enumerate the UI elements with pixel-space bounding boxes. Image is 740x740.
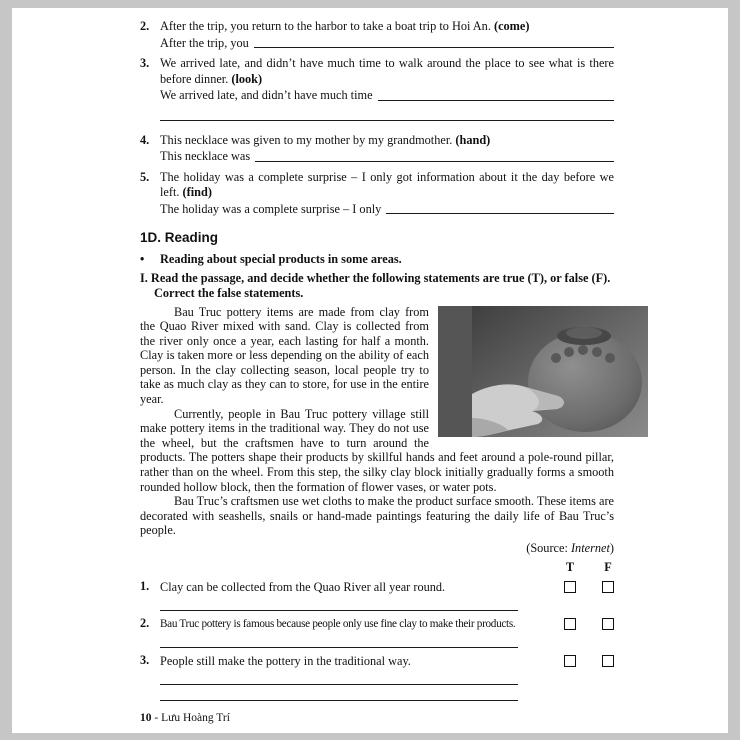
verb-hint: (hand): [455, 132, 491, 147]
item-prompt: [160, 133, 614, 149]
source-word: Internet: [570, 541, 610, 555]
passage-paragraph: [140, 494, 614, 538]
exercise-item-4: [140, 133, 614, 165]
lesson-objective: [140, 252, 614, 268]
answer-prefix: After the trip, you: [160, 35, 249, 50]
statement-text: People still make the pottery in the traditional way.: [160, 654, 411, 668]
column-label-false: F: [604, 560, 612, 574]
indent-spacer: [140, 104, 160, 121]
section-title: 1D. Reading: [140, 230, 219, 245]
statement-number: 3.: [140, 653, 150, 667]
item-prompt: [160, 56, 614, 87]
source-suffix: ): [609, 541, 614, 555]
true-false-header: [140, 561, 614, 574]
author-name: - Lưu Hoàng Trí: [154, 712, 230, 724]
exercise-item-2: [140, 19, 614, 51]
correction-line[interactable]: [160, 669, 518, 685]
task-instruction: I. Read the passage, and decide whether the following statements are true (T), or false (F).: [140, 270, 611, 285]
correction-line[interactable]: [160, 632, 518, 648]
item-prompt: [160, 170, 614, 201]
answer-prefix: The holiday was a complete surprise – I only: [160, 201, 382, 216]
pottery-photo: [438, 306, 614, 437]
verb-hint: (look): [231, 71, 263, 86]
objective-text: Reading about special products in some areas.: [160, 252, 402, 266]
page-footer: [140, 707, 614, 725]
verb-hint: (find): [182, 185, 212, 199]
item-number: 2.: [140, 19, 150, 33]
answer-prefix: This necklace was: [160, 149, 251, 163]
paragraph-text: Bau Truc pottery items are made from clay from the Quao River mixed with sand. Clay is collected from the river only once a year, each lasting for half a month. Clay is taken more or less depending on the ability of each person. In the clay collecting season, local people try to take as much clay as they can to store, for use in the entire year.: [140, 304, 429, 407]
statement-3: [140, 653, 614, 701]
statement-text: Clay can be collected from the Quao River all year round.: [160, 580, 446, 594]
answer-prefix: We arrived late, and didn’t have much time: [160, 88, 373, 102]
passage-paragraph: [140, 305, 614, 407]
page-number: 10: [140, 712, 152, 724]
indent-spacer: [140, 148, 160, 165]
exercise-item-5: [140, 170, 614, 218]
statement-2: [140, 616, 614, 648]
item-prompt: [160, 19, 614, 35]
correction-line[interactable]: [160, 685, 518, 701]
answer-line[interactable]: [255, 160, 614, 162]
answer-line[interactable]: [378, 99, 614, 101]
indent-spacer: [140, 87, 160, 104]
worksheet-page: [12, 8, 728, 733]
item-number: 4.: [140, 132, 150, 147]
answer-line[interactable]: [160, 104, 614, 121]
prompt-text: This necklace was given to my mother by my grandmother.: [160, 132, 453, 147]
true-checkbox[interactable]: [564, 618, 576, 630]
answer-line[interactable]: [386, 212, 614, 214]
statement-number: 2.: [140, 616, 150, 630]
verb-hint: (come): [493, 19, 530, 33]
source-credit: [140, 541, 614, 556]
item-number: 5.: [140, 169, 150, 184]
source-prefix: (Source:: [526, 541, 571, 555]
false-checkbox[interactable]: [602, 655, 614, 667]
statement-text: Bau Truc pottery is famous because people only use fine clay to make their products.: [160, 618, 516, 630]
prompt-text: After the trip, you return to the harbor to take a boat trip to Hoi An.: [160, 19, 491, 33]
statement-1: [140, 579, 614, 611]
exercise-item-3: [140, 56, 614, 121]
false-checkbox[interactable]: [602, 618, 614, 630]
column-label-true: T: [565, 560, 575, 574]
true-checkbox[interactable]: [564, 655, 576, 667]
answer-line[interactable]: [254, 46, 614, 48]
false-checkbox[interactable]: [602, 581, 614, 593]
indent-spacer: [140, 201, 160, 218]
true-checkbox[interactable]: [564, 581, 576, 593]
prompt-text: We arrived late, and didn’t have much time to walk around the place to see what is there before dinner.: [160, 56, 614, 86]
correction-line[interactable]: [160, 595, 518, 611]
paragraph-text: Bau Truc’s craftsmen use wet cloths to make the product surface smooth. These items are decorated with seashells, snails or hand-made paintings featuring the daily life of Bau Truc’s people.: [140, 494, 614, 538]
statement-number: 1.: [140, 579, 150, 593]
bullet-icon: •: [140, 252, 145, 266]
indent-spacer: [140, 35, 160, 52]
paragraph-text: Currently, people in Bau Truc pottery village still make pottery items in the traditional way. They do not use the wheel, but the craftsmen have to turn around the products. The potters shape their products by skillful hands and feet around a pole-round pillar, rather than on the wheel. From this step, the silky clay block initially gradually forms a smooth rounded hollow block, then the formation of flower vases, or water pots.: [140, 406, 614, 494]
task-instruction-sub: Correct the false statements.: [154, 286, 304, 300]
reading-passage: [140, 305, 614, 539]
prompt-text: The holiday was a complete surprise – I only got information about it the day before we left.: [160, 169, 614, 199]
item-number: 3.: [140, 56, 150, 70]
